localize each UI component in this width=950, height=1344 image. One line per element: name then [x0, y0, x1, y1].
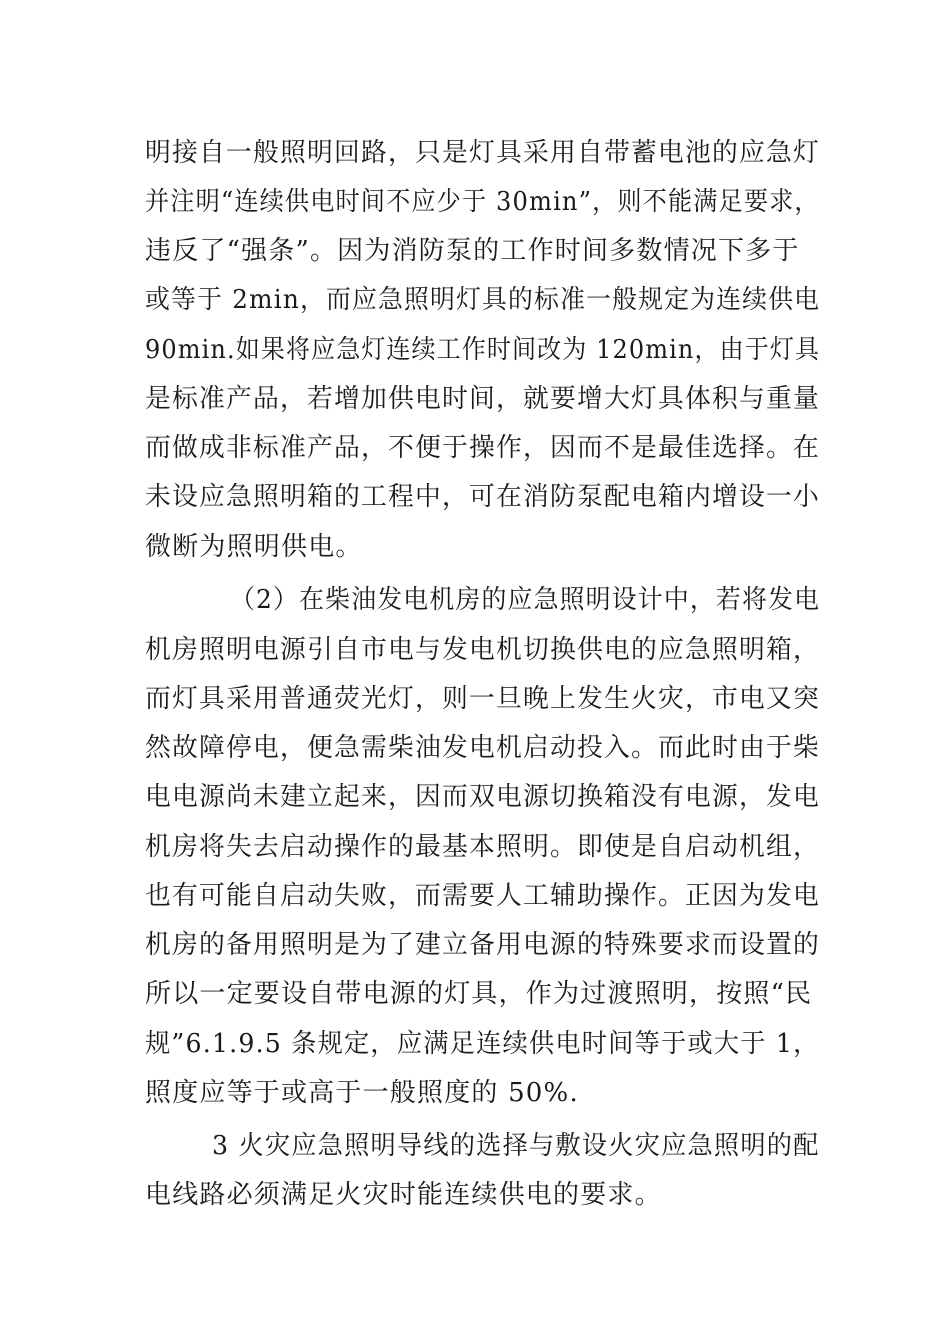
text-line: 明接自一般照明回路，只是灯具采用自带蓄电池的应急灯 — [145, 138, 820, 168]
text-line: 并注明“连续供电时间不应少于 30min”，则不能满足要求， — [145, 187, 820, 217]
text-line: 照度应等于或高于一般照度的 50%. — [145, 1078, 579, 1108]
text-line: 而灯具采用普通荧光灯，则一旦晚上发生火灾，市电又突 — [145, 684, 820, 714]
text-line: 电电源尚未建立起来，因而双电源切换箱没有电源，发电 — [145, 782, 820, 812]
text-line: 微断为照明供电。 — [145, 532, 363, 562]
text-line: （2）在柴油发电机房的应急照明设计中，若将发电 — [230, 585, 821, 615]
text-line: 机房的备用照明是为了建立备用电源的特殊要求而设置的 — [145, 930, 820, 960]
text-line: 机房照明电源引自市电与发电机切换供电的应急照明箱， — [145, 635, 820, 665]
text-line: 3 火灾应急照明导线的选择与敷设火灾应急照明的配 — [212, 1131, 820, 1161]
text-line: 然故障停电，便急需柴油发电机启动投入。而此时由于柴 — [145, 733, 820, 763]
text-line: 未设应急照明箱的工程中，可在消防泵配电箱内增设一小 — [145, 482, 820, 512]
text-line: 规”6.1.9.5 条规定，应满足连续供电时间等于或大于 1， — [145, 1029, 820, 1059]
text-line: 违反了“强条”。因为消防泵的工作时间多数情况下多于 — [145, 236, 800, 266]
text-line: 机房将失去启动操作的最基本照明。即使是自启动机组， — [145, 832, 820, 862]
text-line: 或等于 2min，而应急照明灯具的标准一般规定为连续供电 — [145, 285, 821, 315]
text-line: 电线路必须满足火灾时能连续供电的要求。 — [145, 1180, 662, 1210]
text-line: 所以一定要设自带电源的灯具，作为过渡照明，按照“民 — [145, 979, 813, 1009]
text-line: 90min.如果将应急灯连续工作时间改为 120min，由于灯具 — [145, 335, 821, 365]
text-line: 也有可能自启动失败，而需要人工辅助操作。正因为发电 — [145, 881, 820, 911]
text-line: 而做成非标准产品，不便于操作，因而不是最佳选择。在 — [145, 433, 820, 463]
text-line: 是标准产品，若增加供电时间，就要增大灯具体积与重量 — [145, 384, 820, 414]
